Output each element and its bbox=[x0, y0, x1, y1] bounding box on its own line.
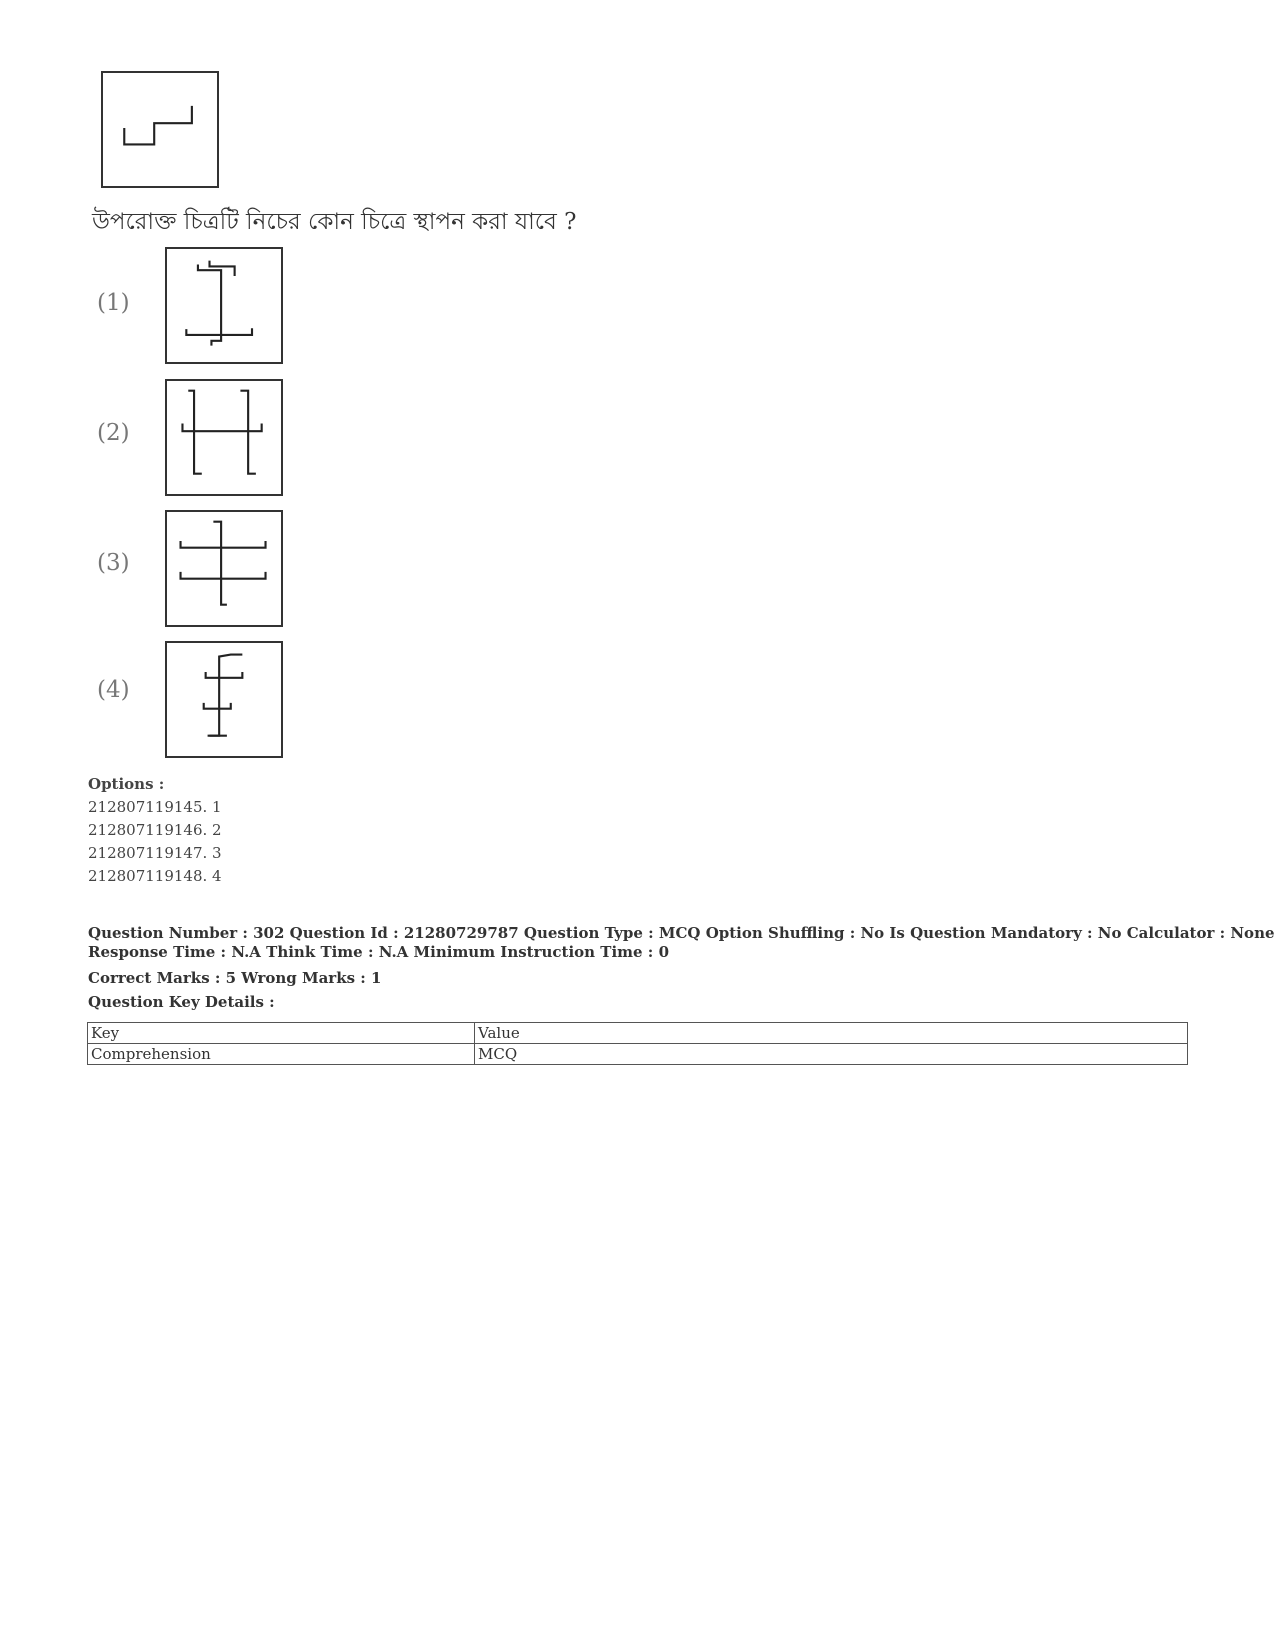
option-id-4: 212807119148. 4 bbox=[88, 867, 222, 885]
option-figure-2[interactable] bbox=[165, 379, 283, 496]
option-4-drawing bbox=[167, 643, 281, 756]
option-id-3: 212807119147. 3 bbox=[88, 844, 222, 862]
table-cell-key: Comprehension bbox=[88, 1044, 475, 1065]
option-label-3: (3) bbox=[97, 550, 130, 576]
table-cell-value: MCQ bbox=[475, 1044, 1188, 1065]
option-label-2: (2) bbox=[97, 420, 130, 446]
option-id-2: 212807119146. 2 bbox=[88, 821, 222, 839]
question-text: উপরোক্ত চিত্রটি নিচের কোন চিত্রে স্থাপন করা যাবে ? bbox=[92, 209, 577, 235]
table-header-value: Value bbox=[475, 1023, 1188, 1044]
question-meta-line1: Question Number : 302 Question Id : 21280729787 Question Type : MCQ Option Shuffling : No Is Question Mandatory : No Calculator : None bbox=[88, 924, 1275, 942]
option-figure-1[interactable] bbox=[165, 247, 283, 364]
table-header-row bbox=[88, 1023, 1188, 1044]
marks-line: Correct Marks : 5 Wrong Marks : 1 bbox=[88, 969, 382, 987]
key-details-table bbox=[87, 1022, 1188, 1065]
key-details-heading: Question Key Details : bbox=[88, 993, 275, 1011]
option-label-4: (4) bbox=[97, 677, 130, 703]
option-id-1: 212807119145. 1 bbox=[88, 798, 222, 816]
table-header-key: Key bbox=[88, 1023, 475, 1044]
question-meta-line2: Response Time : N.A Think Time : N.A Minimum Instruction Time : 0 bbox=[88, 943, 670, 961]
option-1-drawing bbox=[167, 249, 281, 362]
option-3-drawing bbox=[167, 512, 281, 625]
option-figure-4[interactable] bbox=[165, 641, 283, 758]
options-heading: Options : bbox=[88, 775, 165, 793]
option-2-drawing bbox=[167, 381, 281, 494]
step-shape-drawing bbox=[103, 73, 217, 186]
question-figure bbox=[101, 71, 219, 188]
option-label-1: (1) bbox=[97, 290, 130, 316]
option-figure-3[interactable] bbox=[165, 510, 283, 627]
table-row bbox=[88, 1044, 1188, 1065]
